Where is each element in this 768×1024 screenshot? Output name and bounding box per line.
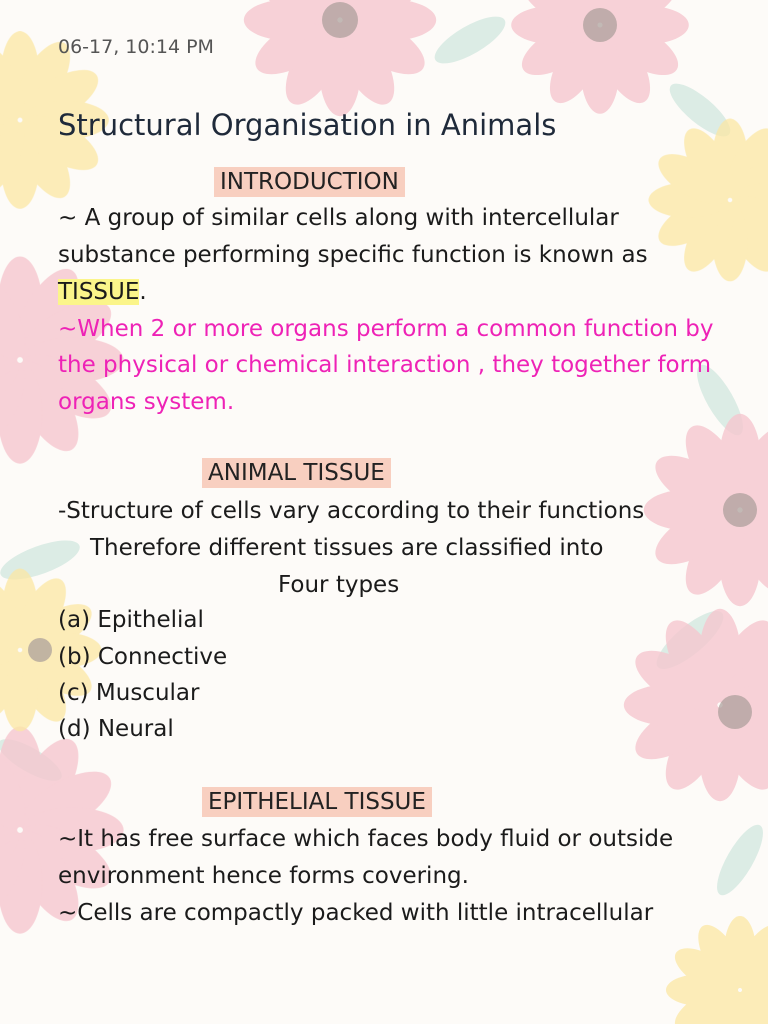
term-tissue: TISSUE xyxy=(58,279,140,305)
heading-introduction: INTRODUCTION xyxy=(214,167,405,197)
heading-animal-tissue: ANIMAL TISSUE xyxy=(202,458,391,488)
intro-line-1: ~ A group of similar cells along with intercellular xyxy=(58,205,619,231)
animal-line-2: Therefore different tissues are classified into xyxy=(90,535,604,561)
epithelial-line-2: environment hence forms covering. xyxy=(58,863,469,889)
type-item: (a) Epithelial xyxy=(58,607,204,633)
intro-pink-line-3: organs system. xyxy=(58,389,235,415)
animal-line-3: Four types xyxy=(278,572,400,598)
animal-line-1: -Structure of cells vary according to their functions xyxy=(58,498,645,524)
term-period: . xyxy=(139,279,147,305)
intro-pink-line-1: ~When 2 or more organs perform a common function by xyxy=(58,316,714,342)
intro-line-3 xyxy=(58,277,147,307)
timestamp: 06-17, 10:14 PM xyxy=(58,36,214,58)
type-item: (c) Muscular xyxy=(58,680,200,706)
heading-epithelial-tissue: EPITHELIAL TISSUE xyxy=(202,787,432,817)
intro-line-2: substance performing specific function is known as xyxy=(58,242,648,268)
intro-pink-line-2: the physical or chemical interaction , they together form xyxy=(58,352,712,378)
epithelial-line-1: ~It has free surface which faces body fluid or outside xyxy=(58,826,674,852)
type-item: (b) Connective xyxy=(58,644,228,670)
page-title: Structural Organisation in Animals xyxy=(58,108,557,142)
epithelial-line-3: ~Cells are compactly packed with little intracellular xyxy=(58,900,654,926)
type-item: (d) Neural xyxy=(58,716,174,742)
